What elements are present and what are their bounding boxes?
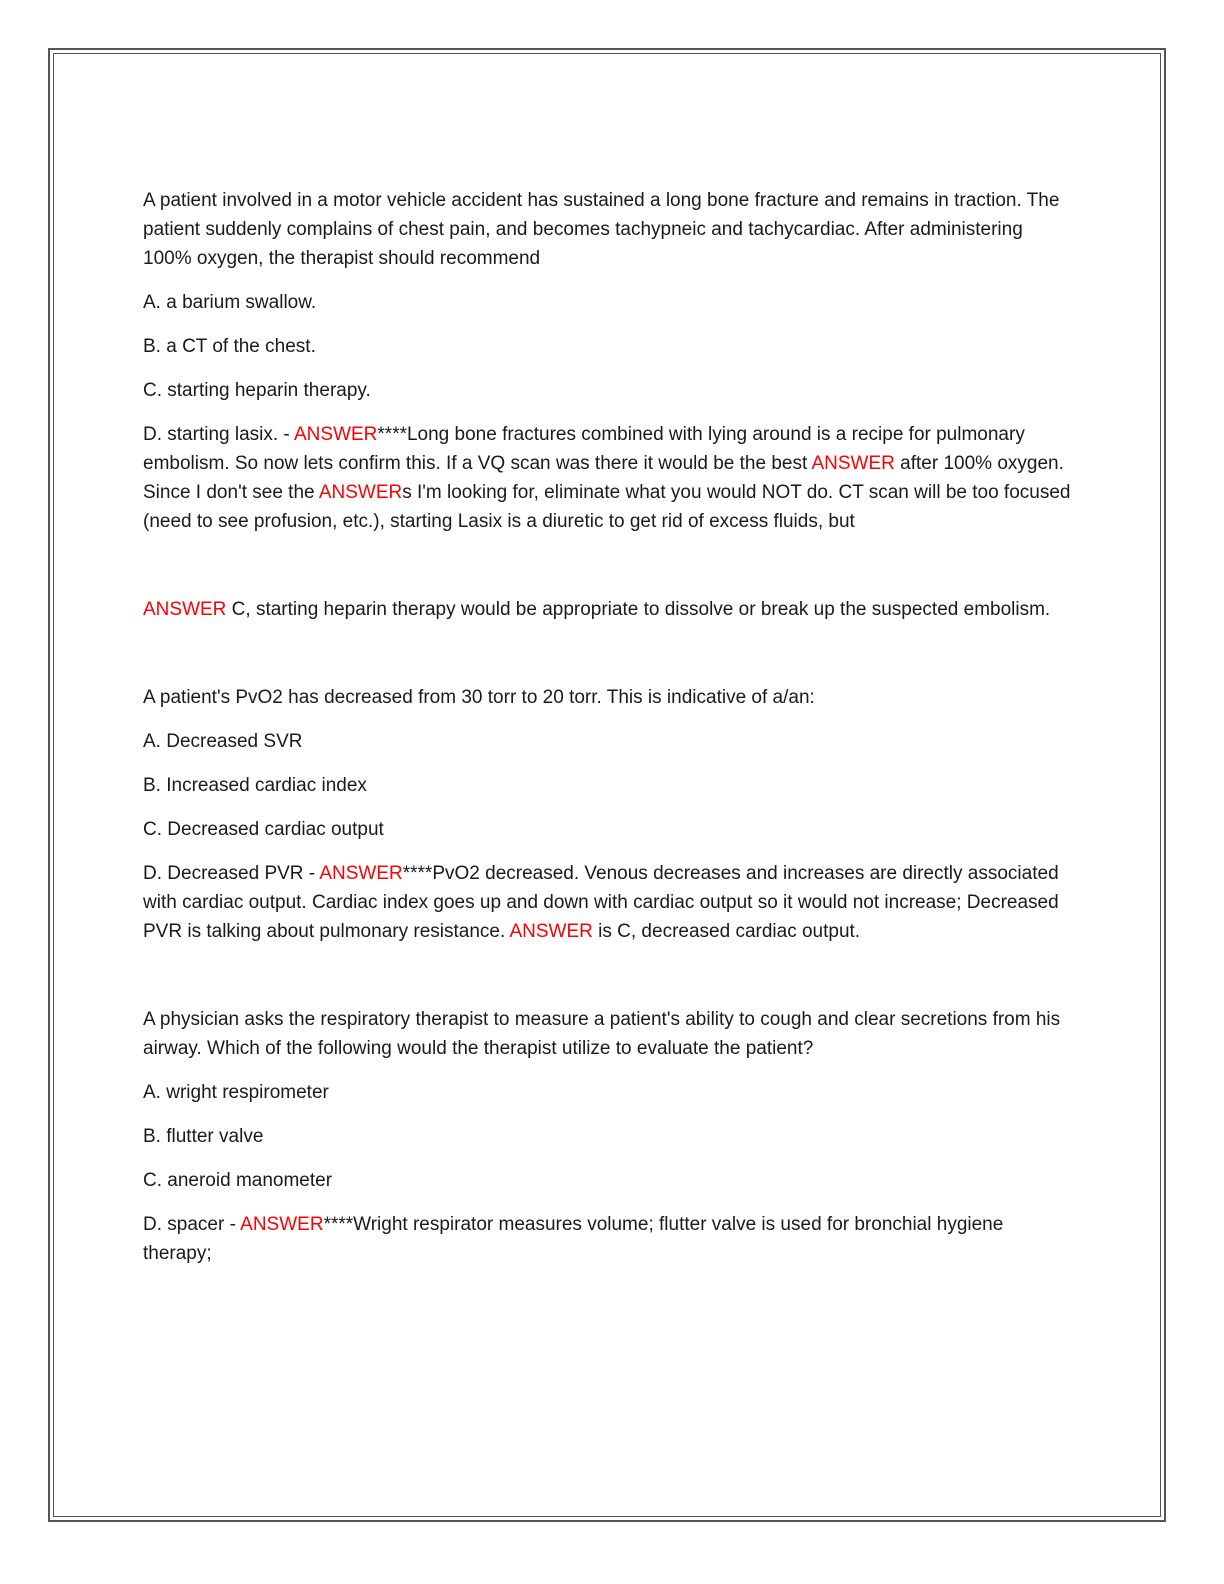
q1-option-b: B. a CT of the chest. xyxy=(143,336,316,357)
spacer xyxy=(143,961,1073,1005)
q2-option-b: B. Increased cardiac index xyxy=(143,775,367,796)
q1-answer-label-3: ANSWER xyxy=(318,482,403,503)
q3-option-c: C. aneroid manometer xyxy=(143,1170,333,1191)
q1-final-answer-text: C, starting heparin therapy would be appropriate to dissolve or break up the suspected embolism. xyxy=(226,599,1051,620)
q1-rationale-2: after 100% oxygen. Since I don't see the xyxy=(143,453,1064,503)
q1-option-d xyxy=(143,420,1073,536)
q3-option-d-text: D. spacer - xyxy=(143,1214,241,1235)
q2-answer-label: ANSWER xyxy=(319,863,403,884)
q2-option-c: C. Decreased cardiac output xyxy=(143,819,384,840)
q2-rationale-2: is C, decreased cardiac output. xyxy=(592,921,861,942)
q1-answer-label-2: ANSWER xyxy=(811,453,895,474)
q3-option-d xyxy=(143,1210,1073,1268)
document-body xyxy=(143,186,1073,1283)
q1-final-answer-label: ANSWER xyxy=(143,599,227,620)
q3-answer-label: ANSWER xyxy=(240,1214,324,1235)
q3-option-a: A. wright respirometer xyxy=(143,1082,329,1103)
q2-rationale-1: ****PvO2 decreased. Venous decreases and increases are directly associated with cardiac output. Cardiac index goes up and down with cardiac output so it would not increase; Decreased PVR is talking about pulmonary resistance. xyxy=(143,863,1059,942)
q1-option-a: A. a barium swallow. xyxy=(143,292,317,313)
q1-option-c: C. starting heparin therapy. xyxy=(143,380,371,401)
q2-stem: A patient's PvO2 has decreased from 30 torr to 20 torr. This is indicative of a/an: xyxy=(143,687,815,708)
q3-stem: A physician asks the respiratory therapist to measure a patient's ability to cough and clear secretions from his airway. Which of the following would the therapist utilize to evaluate the patient? xyxy=(143,1009,1061,1059)
q1-final-answer xyxy=(143,595,1073,624)
q2-answer-label-2: ANSWER xyxy=(509,921,593,942)
q1-stem: A patient involved in a motor vehicle accident has sustained a long bone fracture and remains in traction. The patient suddenly complains of chest pain, and becomes tachypneic and tachycardiac. After administering 100% oxygen, the therapist should recommend xyxy=(143,190,1060,269)
spacer xyxy=(143,639,1073,683)
q3-option-b: B. flutter valve xyxy=(143,1126,264,1147)
q2-option-d-text: D. Decreased PVR - xyxy=(143,863,320,884)
q1-rationale-3: s I'm looking for, eliminate what you would NOT do. CT scan will be too focused (need to see profusion, etc.), starting Lasix is a diuretic to get rid of excess fluids, but xyxy=(143,482,1071,532)
q2-option-a: A. Decreased SVR xyxy=(143,731,303,752)
q1-rationale-1: ****Long bone fractures combined with lying around is a recipe for pulmonary embolism. So now lets confirm this. If a VQ scan was there it would be the best xyxy=(143,424,1025,474)
spacer xyxy=(143,551,1073,595)
q2-option-d xyxy=(143,859,1073,946)
q1-answer-label: ANSWER xyxy=(294,424,378,445)
q3-rationale-1: ****Wright respirator measures volume; flutter valve is used for bronchial hygiene therapy; xyxy=(143,1214,1004,1264)
q1-option-d-text: D. starting lasix. - xyxy=(143,424,294,445)
